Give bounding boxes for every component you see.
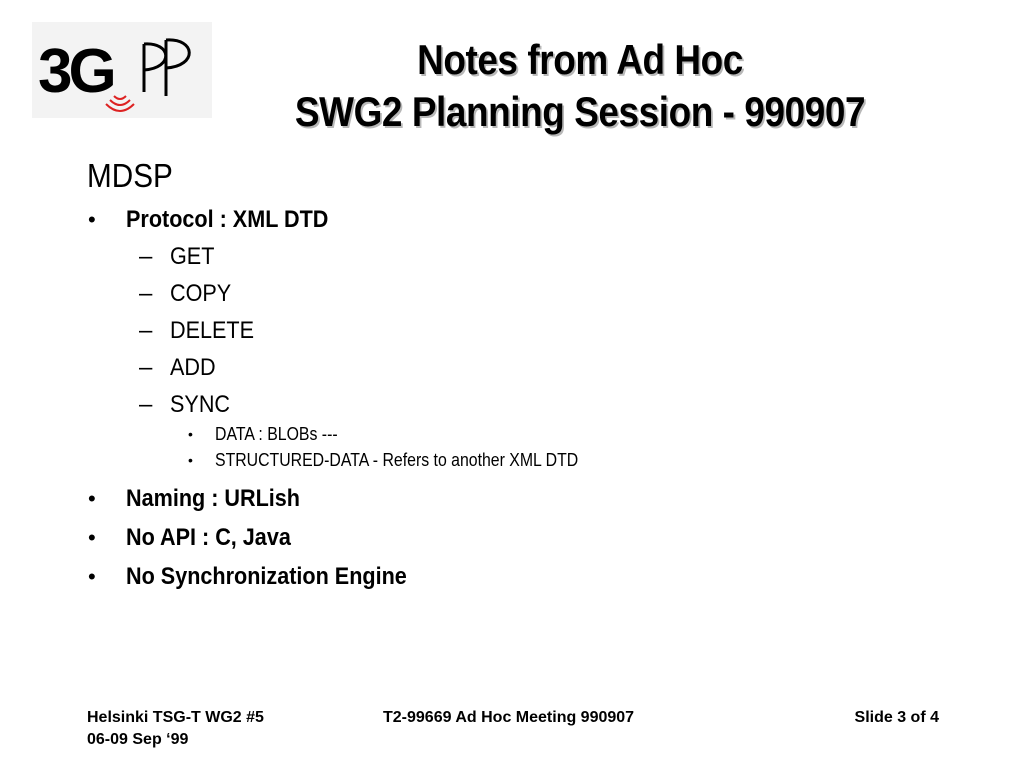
bullet-label: Naming : URLish bbox=[126, 485, 301, 512]
bullet-no-sync-engine bbox=[87, 562, 967, 592]
bullet-label: Protocol : XML DTD bbox=[126, 206, 329, 233]
dash-marker: – bbox=[139, 391, 153, 418]
sub-sub-item-label: DATA : BLOBs --- bbox=[215, 424, 338, 444]
bullet-marker: • bbox=[188, 426, 193, 442]
title-line-1: Notes from Ad Hoc bbox=[417, 36, 743, 83]
sub-item-get bbox=[87, 242, 967, 272]
bullet-marker: • bbox=[88, 564, 96, 589]
footer-meeting-dates: 06-09 Sep ‘99 bbox=[87, 731, 189, 748]
dash-marker: – bbox=[139, 354, 153, 381]
sub-item-label: ADD bbox=[170, 354, 216, 381]
sub-item-label: COPY bbox=[170, 280, 232, 307]
sub-sub-item-structured-data bbox=[87, 448, 967, 472]
dash-marker: – bbox=[139, 243, 153, 270]
dash-marker: – bbox=[139, 317, 153, 344]
section-heading: MDSP bbox=[87, 157, 173, 194]
bullet-marker: • bbox=[188, 452, 193, 468]
bullet-naming bbox=[87, 484, 967, 514]
footer-slide-number: Slide 3 of 4 bbox=[854, 709, 939, 726]
bullet-label: No API : C, Java bbox=[126, 524, 291, 551]
sub-sub-item-label: STRUCTURED-DATA - Refers to another XML DTD bbox=[215, 450, 579, 470]
bullet-label: No Synchronization Engine bbox=[126, 563, 407, 590]
sub-item-label: DELETE bbox=[170, 317, 255, 344]
sub-item-delete bbox=[87, 316, 967, 346]
bullet-marker: • bbox=[88, 525, 96, 550]
bullet-protocol bbox=[87, 205, 967, 235]
footer-meeting-name: Helsinki TSG-T WG2 #5 bbox=[87, 709, 264, 726]
sub-item-sync bbox=[87, 390, 967, 420]
title-line-2: SWG2 Planning Session - 990907 bbox=[294, 88, 866, 135]
bullet-no-api bbox=[87, 523, 967, 553]
svg-text:3G: 3G bbox=[38, 37, 113, 106]
bullet-marker: • bbox=[88, 486, 96, 511]
slide-body bbox=[87, 156, 967, 592]
footer-meeting-info bbox=[87, 707, 264, 751]
slide-title bbox=[246, 34, 915, 138]
bullet-marker: • bbox=[88, 207, 96, 232]
dash-marker: – bbox=[139, 280, 153, 307]
sub-sub-item-data bbox=[87, 422, 967, 446]
sub-item-label: SYNC bbox=[170, 391, 231, 418]
sub-item-label: GET bbox=[170, 243, 215, 270]
sub-item-copy bbox=[87, 279, 967, 309]
footer-document-id: T2-99669 Ad Hoc Meeting 990907 bbox=[383, 709, 635, 726]
sub-item-add bbox=[87, 353, 967, 383]
3gpp-logo bbox=[32, 22, 212, 118]
